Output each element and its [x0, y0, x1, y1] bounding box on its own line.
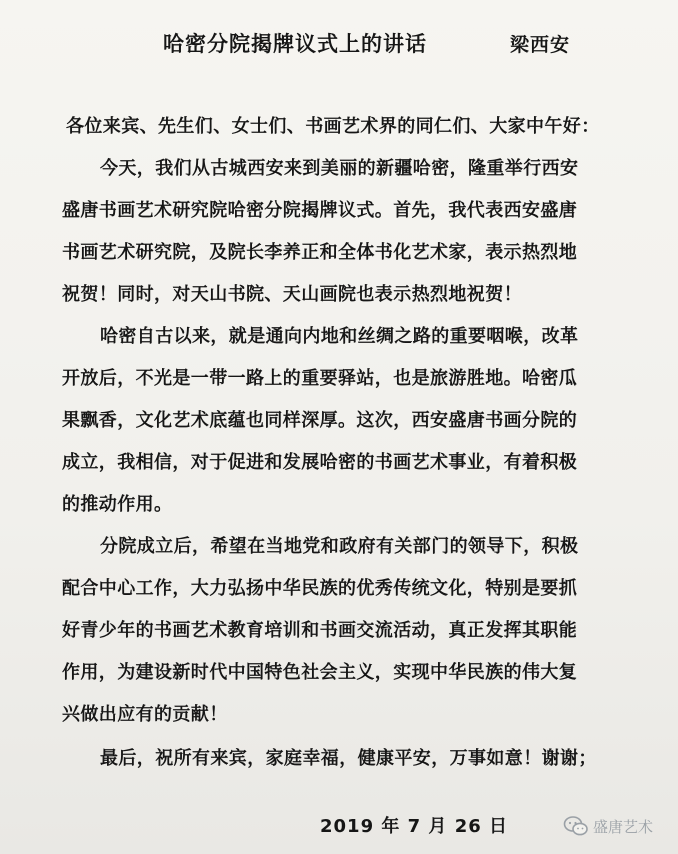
- speech-body: [62, 116, 622, 770]
- paragraph-line: 兴做出应有的贡献！: [62, 704, 228, 725]
- paragraph-4: [62, 748, 622, 770]
- paragraph-line: 盛唐书画艺术研究院哈密分院揭牌议式。首先，我代表西安盛唐: [62, 200, 578, 221]
- document-title: 哈密分院揭牌议式上的讲话: [163, 32, 427, 56]
- paragraph-line: 最后，祝所有来宾，家庭幸福，健康平安，万事如意！谢谢；: [100, 748, 597, 769]
- paragraph-line: 成立，我相信，对于促进和发展哈密的书画艺术事业，有着积极: [62, 452, 578, 473]
- greeting-line: 各位来宾、先生们、女士们、书画艺术界的同仁们、大家中午好：: [66, 116, 600, 137]
- watermark-text: 盛唐艺术: [593, 817, 654, 836]
- paragraph-2: [62, 326, 622, 516]
- paragraph-line: 祝贺！同时，对天山书院、天山画院也表示热烈地祝贺！: [62, 284, 522, 305]
- title-row: [0, 28, 678, 64]
- paragraph-line: 今天，我们从古城西安来到美丽的新疆哈密，隆重举行西安: [100, 158, 579, 179]
- watermark: [563, 815, 653, 837]
- paragraph-line: 哈密自古以来，就是通向内地和丝绸之路的重要咽喉，改革: [100, 326, 579, 347]
- author-name: 梁西安: [510, 34, 571, 56]
- paragraph-3: [62, 536, 622, 726]
- paragraph-line: 开放后，不光是一带一路上的重要驿站，也是旅游胜地。哈密瓜: [62, 368, 578, 389]
- paragraph-line: 的推动作用。: [62, 494, 173, 515]
- paragraph-line: 书画艺术研究院，及院长李养正和全体书化艺术家，表示热烈地: [62, 242, 578, 263]
- wechat-channel-icon: [563, 815, 589, 837]
- paragraph-1: [62, 158, 622, 306]
- paragraph-line: 好青少年的书画艺术教育培训和书画交流活动，真正发挥其职能: [62, 620, 578, 641]
- speech-date: 2019 年 7 月 26 日: [320, 816, 509, 837]
- paragraph-line: 作用，为建设新时代中国特色社会主义，实现中华民族的伟大复: [62, 662, 578, 683]
- paragraph-line: 果飘香，文化艺术底蕴也同样深厚。这次，西安盛唐书画分院的: [62, 410, 578, 431]
- paragraph-line: 分院成立后，希望在当地党和政府有关部门的领导下，积极: [100, 536, 579, 557]
- paragraph-line: 配合中心工作，大力弘扬中华民族的优秀传统文化，特别是要抓: [62, 578, 578, 599]
